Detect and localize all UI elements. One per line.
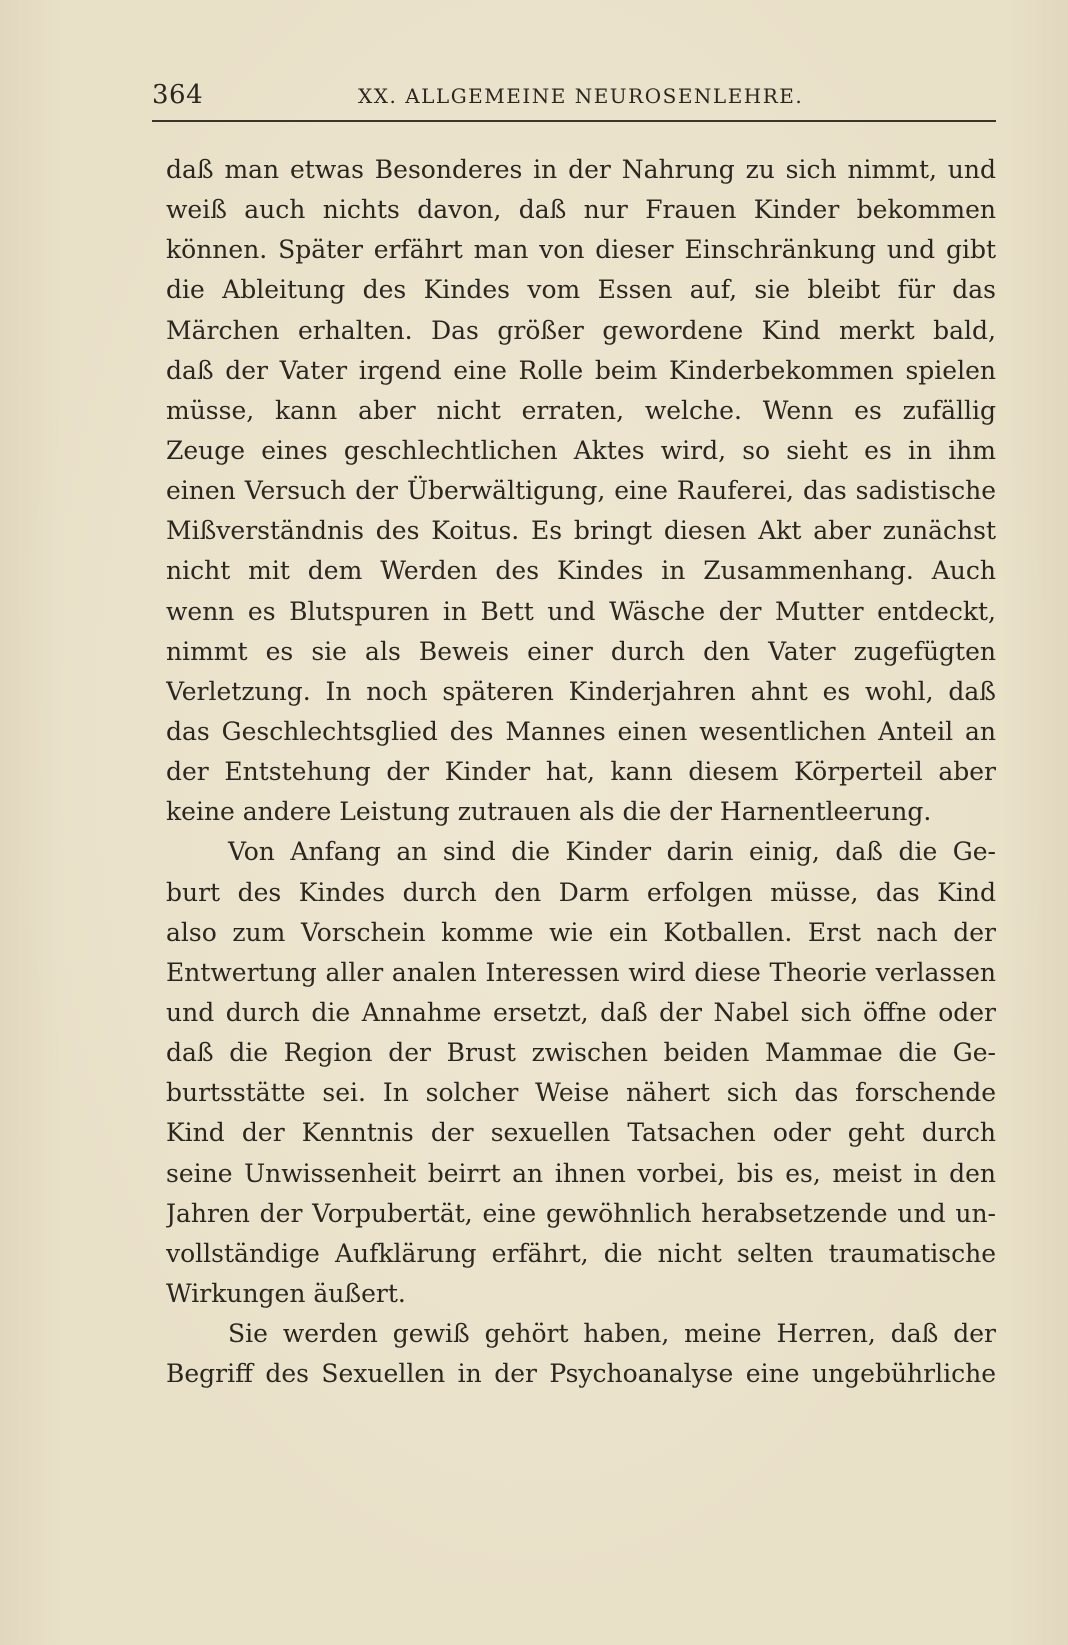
text-line: daß der Vater irgend eine Rolle beim Kinderbekommen spielen xyxy=(166,355,996,385)
text-line: weiß auch nichts davon, daß nur Frauen Kinder bekommen xyxy=(166,195,996,225)
text-line: und durch die Annahme ersetzt, daß der Nabel sich öffne oder xyxy=(166,997,996,1027)
body-text xyxy=(166,150,996,1394)
text-line-paragraph-start: Von Anfang an sind die Kinder darin einig, daß die Ge- xyxy=(228,837,996,867)
text-line: können. Später erfährt man von dieser Einschränkung und gibt xyxy=(166,235,996,265)
header-rule xyxy=(152,120,996,122)
text-line: wenn es Blutspuren in Bett und Wäsche der Mutter entdeckt, xyxy=(166,596,996,626)
text-line: nicht mit dem Werden des Kindes in Zusammenhang. Auch xyxy=(166,556,996,586)
text-line: das Geschlechtsglied des Mannes einen wesentlichen Anteil an xyxy=(166,716,996,746)
text-line: Zeuge eines geschlechtlichen Aktes wird, so sieht es in ihm xyxy=(166,435,996,465)
text-line: Märchen erhalten. Das größer gewordene Kind merkt bald, xyxy=(166,315,996,345)
text-line: Begriff des Sexuellen in der Psychoanalyse eine ungebührliche xyxy=(166,1359,996,1389)
page-header xyxy=(152,80,996,120)
text-line: burt des Kindes durch den Darm erfolgen müsse, das Kind xyxy=(166,877,996,907)
text-line: burtsstätte sei. In solcher Weise nähert sich das forschende xyxy=(166,1078,996,1108)
text-line: Verletzung. In noch späteren Kinderjahren ahnt es wohl, daß xyxy=(166,676,996,706)
text-line-paragraph-start: Sie werden gewiß gehört haben, meine Herren, daß der xyxy=(228,1319,996,1349)
text-line: seine Unwissenheit beirrt an ihnen vorbei, bis es, meist in den xyxy=(166,1158,996,1188)
text-line: müsse, kann aber nicht erraten, welche. Wenn es zufällig xyxy=(166,395,996,425)
page-number: 364 xyxy=(152,80,204,110)
text-line: Entwertung aller analen Interessen wird diese Theorie verlassen xyxy=(166,957,996,987)
text-line: daß die Region der Brust zwischen beiden Mammae die Ge- xyxy=(166,1038,996,1068)
text-line: der Entstehung der Kinder hat, kann diesem Körperteil aber xyxy=(166,757,996,787)
text-line: Jahren der Vorpubertät, eine gewöhnlich herabsetzende und un- xyxy=(166,1198,996,1228)
running-head: XX. ALLGEMEINE NEUROSENLEHRE. xyxy=(358,84,804,108)
text-line-paragraph-end: keine andere Leistung zutrauen als die der Harnentleerung. xyxy=(166,797,932,827)
text-line: einen Versuch der Überwältigung, eine Rauferei, das sadistische xyxy=(166,476,996,506)
text-line: vollständige Aufklärung erfährt, die nicht selten traumatische xyxy=(166,1238,996,1268)
text-line: nimmt es sie als Beweis einer durch den Vater zugefügten xyxy=(166,636,996,666)
text-line: Kind der Kenntnis der sexuellen Tatsachen oder geht durch xyxy=(166,1118,996,1148)
text-line: daß man etwas Besonderes in der Nahrung zu sich nimmt, und xyxy=(166,155,996,184)
text-line: die Ableitung des Kindes vom Essen auf, sie bleibt für das xyxy=(166,275,996,305)
text-line: also zum Vorschein komme wie ein Kotballen. Erst nach der xyxy=(166,917,996,947)
text-line-paragraph-end: Wirkungen äußert. xyxy=(166,1278,406,1308)
text-line: Mißverständnis des Koitus. Es bringt diesen Akt aber zunächst xyxy=(166,516,996,546)
